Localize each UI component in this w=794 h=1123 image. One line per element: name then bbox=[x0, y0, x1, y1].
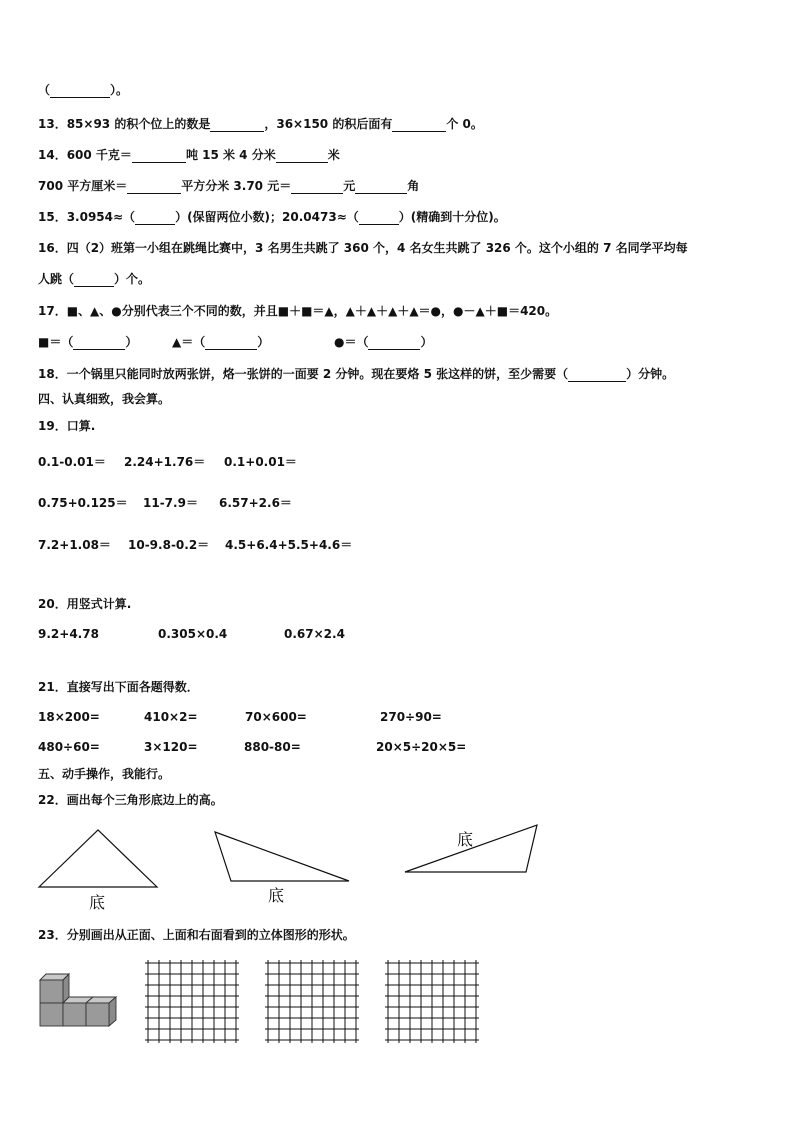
grid-right-view[interactable] bbox=[385, 960, 479, 1043]
q19-item: 7.2+1.08＝ bbox=[38, 538, 111, 552]
question-17-circle: ●＝（ ） bbox=[334, 335, 433, 349]
q21-item: 270÷90= bbox=[380, 710, 442, 724]
question-16-line-1: 16．四（2）班第一小组在跳绳比赛中，3 名男生共跳了 360 个，4 名女生共跳了 326 个。这个小组的 7 名同学平均每 bbox=[38, 241, 688, 255]
q21-item: 20×5÷20×5= bbox=[376, 740, 467, 754]
question-20: 20．用竖式计算. bbox=[38, 597, 132, 611]
q19-item: 0.1+0.01＝ bbox=[224, 455, 297, 469]
q19-item: 0.1-0.01＝ bbox=[38, 455, 106, 469]
q21-item: 410×2= bbox=[144, 710, 198, 724]
question-16-line-2: 人跳（ ）个。 bbox=[38, 272, 151, 286]
q21-item: 880-80= bbox=[244, 740, 301, 754]
question-21: 21．直接写出下面各题得数． bbox=[38, 680, 199, 694]
q19-item: 2.24+1.76＝ bbox=[124, 455, 206, 469]
question-19: 19．口算. bbox=[38, 419, 96, 433]
base-label: 底 bbox=[457, 830, 474, 849]
question-18: 18．一个锅里只能同时放两张饼，烙一张饼的一面要 2 分钟。现在要烙 5 张这样的饼，至少需要（ ）分钟。 bbox=[38, 367, 675, 381]
q19-item: 4.5+6.4+5.5+4.6＝ bbox=[225, 538, 353, 552]
grid-top-view[interactable] bbox=[265, 960, 359, 1043]
q20-item: 0.67×2.4 bbox=[284, 627, 345, 641]
question-13: 13．85×93 的积个位上的数是 ，36×150 的积后面有 个 0。 bbox=[38, 117, 483, 131]
q20-item: 9.2+4.78 bbox=[38, 627, 99, 641]
question-22: 22．画出每个三角形底边上的高。 bbox=[38, 793, 223, 807]
q21-item: 70×600= bbox=[245, 710, 307, 724]
q21-item: 3×120= bbox=[144, 740, 198, 754]
q19-item: 11-7.9＝ bbox=[143, 496, 198, 510]
grid-front-view[interactable] bbox=[145, 960, 239, 1043]
q19-item: 6.57+2.6＝ bbox=[219, 496, 292, 510]
question-17-line-1: 17．■、▲、●分别代表三个不同的数，并且■＋■＝▲，▲＋▲＋▲＋▲＝●，●－▲＋■＝420。 bbox=[38, 304, 558, 318]
section-4-heading: 四、认真细致，我会算。 bbox=[38, 392, 171, 406]
section-5-heading: 五、动手操作，我能行。 bbox=[38, 767, 171, 781]
q19-item: 10-9.8-0.2＝ bbox=[128, 538, 210, 552]
q21-item: 18×200= bbox=[38, 710, 100, 724]
base-label: 底 bbox=[268, 886, 285, 905]
question-15: 15．3.0954≈（ ）(保留两位小数)；20.0473≈（ ）(精确到十分位)。 bbox=[38, 210, 506, 224]
q21-item: 480÷60= bbox=[38, 740, 100, 754]
question-23: 23．分别画出从正面、上面和右面看到的立体图形的形状。 bbox=[38, 928, 355, 942]
q19-item: 0.75+0.125＝ bbox=[38, 496, 128, 510]
question-17-line-2: ■＝（ ） bbox=[38, 335, 138, 349]
q20-item: 0.305×0.4 bbox=[158, 627, 228, 641]
question-14-line-2: 700 平方厘米＝ 平方分米 3.70 元＝ 元 角 bbox=[38, 179, 420, 193]
question-17-triangle: ▲＝（ ） bbox=[172, 335, 270, 349]
base-label: 底 bbox=[89, 893, 106, 912]
q12-answer-line: （ ）。 bbox=[38, 83, 129, 97]
question-14-line-1: 14．600 千克＝ 吨 15 米 4 分米 米 bbox=[38, 148, 340, 162]
